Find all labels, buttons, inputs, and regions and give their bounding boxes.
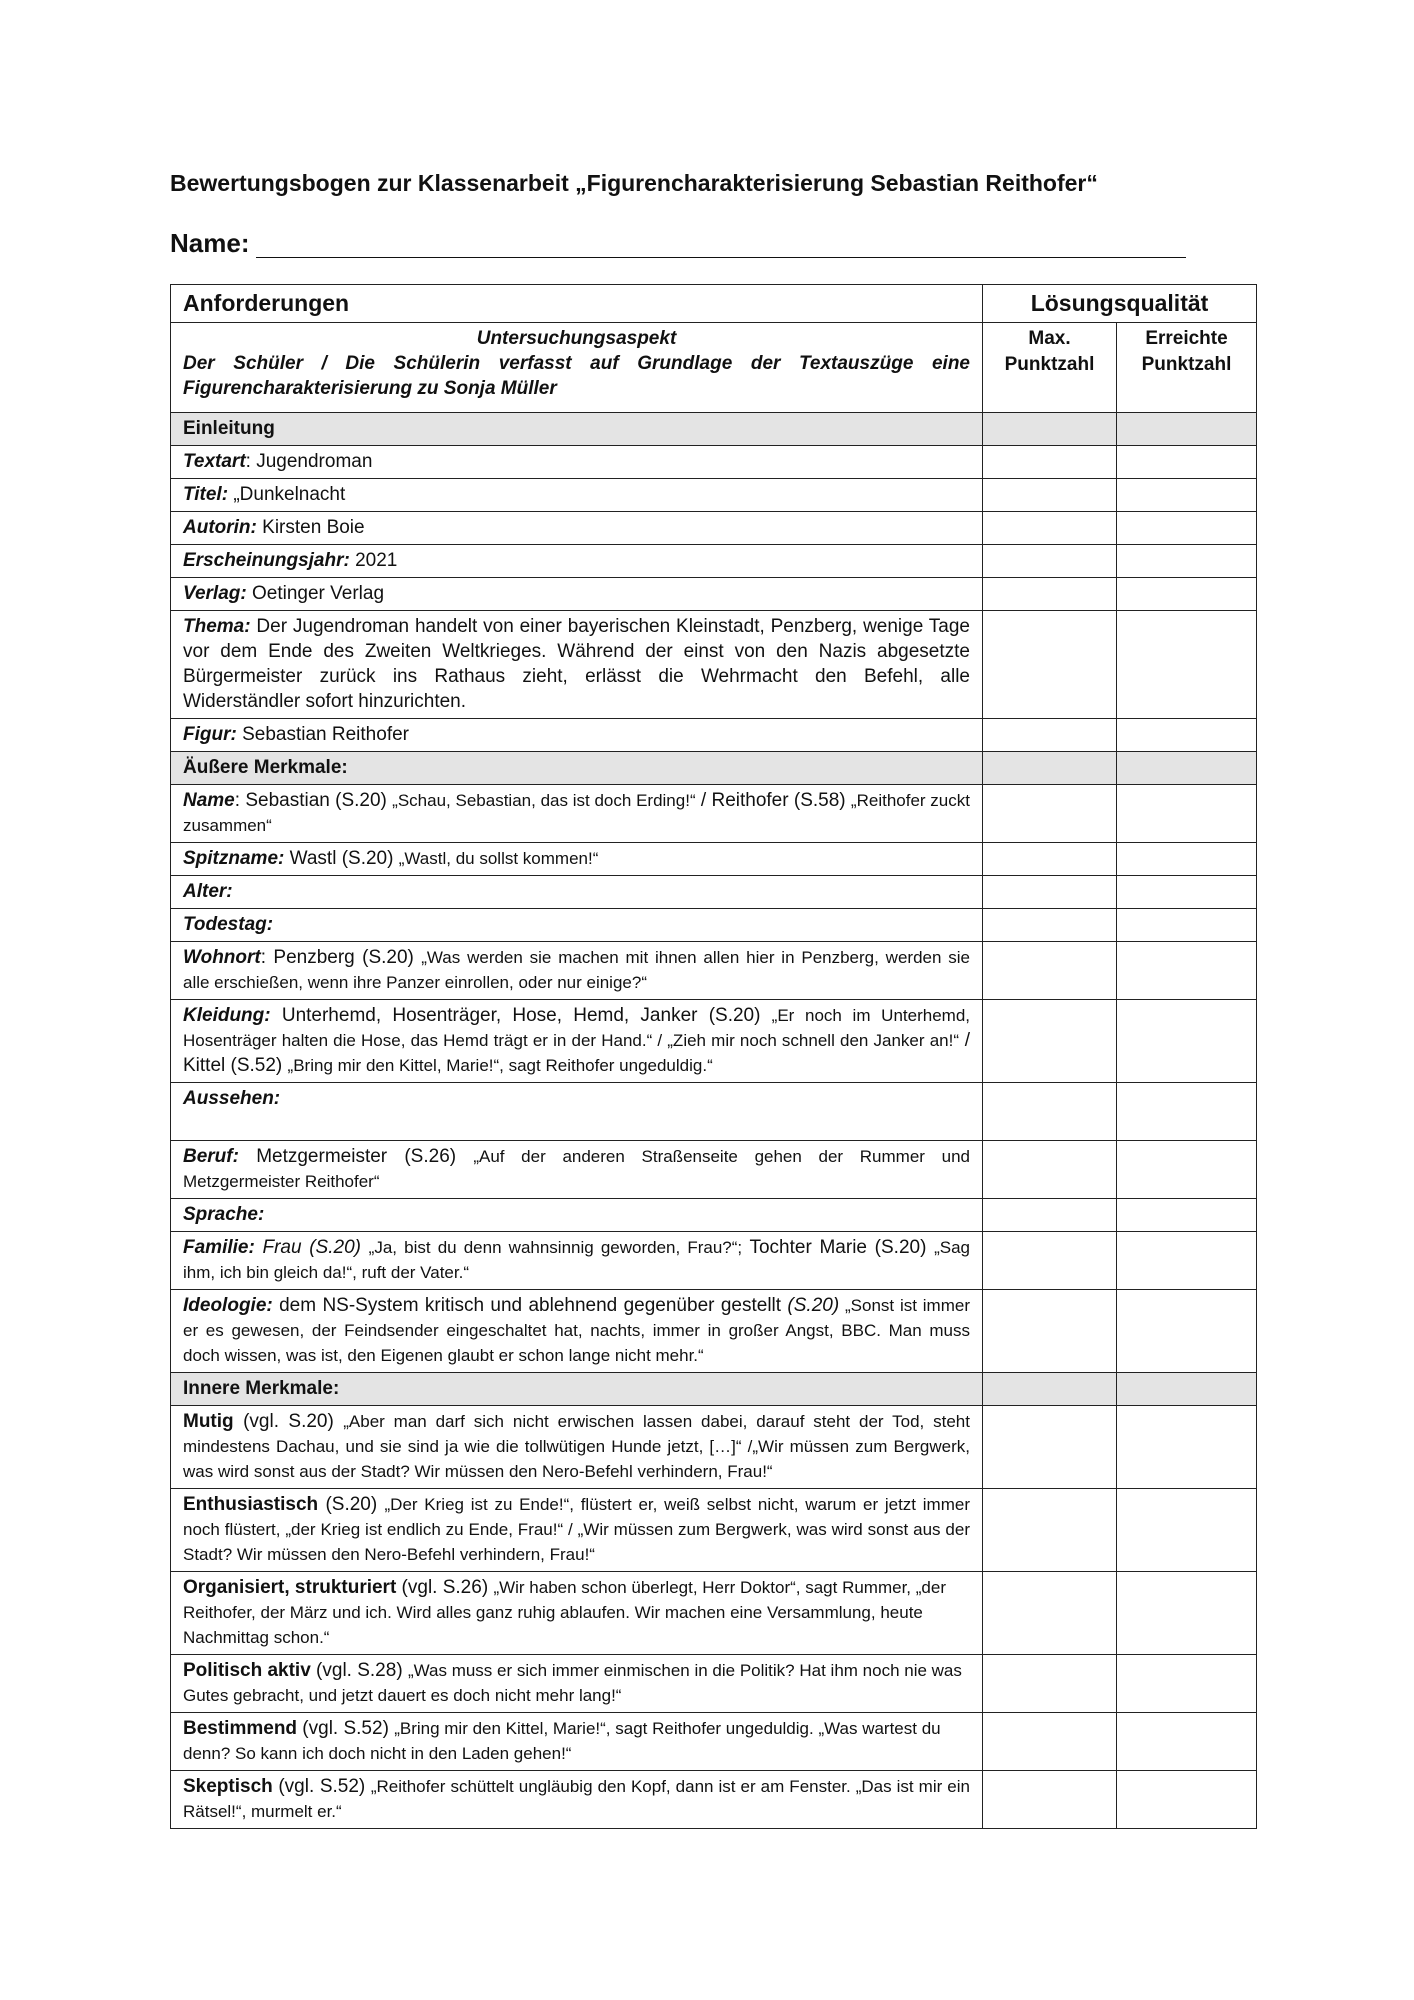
row-text: Oetinger Verlag [246, 583, 385, 604]
achieved-points-cell[interactable] [1117, 1000, 1257, 1083]
achieved-points-cell[interactable] [1117, 1141, 1257, 1199]
table-row [171, 578, 1257, 611]
table-row [171, 1489, 1257, 1572]
max-points-cell [983, 1572, 1117, 1655]
row-quote: „Auf der anderen Straßenseite gehen der Rummer und Metzgermeister Reithofer“ [183, 1147, 970, 1191]
achieved-points-cell[interactable] [1117, 719, 1257, 752]
achieved-points-cell[interactable] [1117, 909, 1257, 942]
row-label: Organisiert, strukturiert [183, 1577, 397, 1598]
table-row [171, 1771, 1257, 1829]
table-row [171, 719, 1257, 752]
row-quote: „Was werden sie machen mit ihnen allen hier in Penzberg, werden sie alle erschießen, wenn ihre Panzer einrollen, oder nur einige?“ [183, 948, 970, 992]
row-wohnort [171, 942, 983, 1000]
table-row [171, 1141, 1257, 1199]
table-row [171, 1572, 1257, 1655]
row-label: Ideologie: [183, 1295, 273, 1316]
max-points-cell [983, 752, 1117, 785]
row-skeptisch [171, 1771, 983, 1829]
aspect-row [171, 323, 1257, 413]
table-row [171, 843, 1257, 876]
achieved-points-cell[interactable] [1117, 1199, 1257, 1232]
row-label: Familie: [183, 1237, 255, 1258]
achieved-points-cell[interactable] [1117, 1771, 1257, 1829]
row-label: Beruf: [183, 1146, 239, 1167]
table-row [171, 446, 1257, 479]
achieved-points-cell[interactable] [1117, 512, 1257, 545]
row-label: Erscheinungsjahr: [183, 550, 350, 571]
page-title: Bewertungsbogen zur Klassenarbeit „Figurencharakterisierung Sebastian Reithofer“ [170, 170, 1098, 196]
row-text: 2021 [349, 550, 398, 571]
row-verlag [171, 578, 983, 611]
max-points-cell [983, 479, 1117, 512]
row-text: dem NS-System kritisch und ablehnend gegenüber gestellt [272, 1295, 788, 1316]
section-row [171, 413, 1257, 446]
row-label: Sprache: [183, 1204, 265, 1225]
row-label: Kleidung: [183, 1005, 271, 1026]
row-textart [171, 446, 983, 479]
aspect-cell [171, 323, 983, 413]
row-quote: „Was muss er sich immer einmischen in die Politik? Hat ihm noch nie was Gutes gebracht, und jetzt dauert es doch nicht mehr lang!“ [183, 1661, 962, 1705]
row-politisch-aktiv [171, 1655, 983, 1713]
row-quote: „Schau, Sebastian, das ist doch Erding!“ [392, 791, 696, 810]
max-points-cell [983, 876, 1117, 909]
max-points-cell [983, 719, 1117, 752]
row-separator: : [245, 451, 251, 472]
row-text: : Penzberg (S.20) [260, 947, 422, 968]
aspect-description: Der Schüler / Die Schülerin verfasst auf Grundlage der Textauszüge eine Figurencharakterisierung zu Sonja Müller [183, 353, 970, 399]
row-text: Tochter Marie (S.20) [742, 1237, 935, 1258]
max-points-cell [983, 909, 1117, 942]
row-text: (vgl. S.52) [272, 1776, 371, 1797]
achieved-points-cell[interactable] [1117, 785, 1257, 843]
row-text: Jugendroman [250, 451, 373, 472]
grading-table [170, 284, 1257, 1829]
achieved-points-cell[interactable] [1117, 1083, 1257, 1141]
row-figur [171, 719, 983, 752]
row-text: / Kittel (S.52) [183, 1030, 970, 1076]
row-label: Aussehen: [183, 1088, 281, 1109]
row-text: „Dunkelnacht [228, 484, 346, 505]
table-row [171, 1232, 1257, 1290]
achieved-points-cell[interactable] [1117, 843, 1257, 876]
achieved-points-cell[interactable] [1117, 752, 1257, 785]
row-label: Mutig [183, 1411, 234, 1432]
table-row [171, 545, 1257, 578]
section-aeussere-merkmale: Äußere Merkmale: [171, 752, 983, 785]
row-enthusiastisch [171, 1489, 983, 1572]
row-text: : Sebastian (S.20) [234, 790, 393, 811]
row-mutig [171, 1406, 983, 1489]
row-text: Frau (S.20) [254, 1237, 369, 1258]
aspect-title: Untersuchungsaspekt [476, 328, 677, 349]
max-points-cell [983, 1406, 1117, 1489]
row-label: Spitzname: [183, 848, 285, 869]
max-points-cell [983, 942, 1117, 1000]
achieved-points-cell[interactable] [1117, 1232, 1257, 1290]
row-text: (vgl. S.20) [233, 1411, 344, 1432]
max-points-cell [983, 1232, 1117, 1290]
row-quote: „Sonst ist immer er es gewesen, der Feindsender eingeschaltet hat, nachts, immer in großer Angst, BBC. Man muss doch wissen, was ist, den Eigenen glaubt er schon lange nicht mehr.“ [183, 1296, 970, 1365]
max-points-cell [983, 1713, 1117, 1771]
table-row [171, 909, 1257, 942]
achieved-points-cell[interactable] [1117, 578, 1257, 611]
row-quote: „Sag ihm, ich bin gleich da!“, ruft der Vater.“ [183, 1238, 970, 1282]
max-points-cell [983, 1489, 1117, 1572]
row-name [171, 785, 983, 843]
row-label: Figur: [183, 724, 237, 745]
row-quote: „Wastl, du sollst kommen!“ [398, 849, 599, 868]
row-erscheinungsjahr [171, 545, 983, 578]
name-line[interactable] [256, 257, 1186, 258]
row-text: Sebastian Reithofer [236, 724, 409, 745]
achieved-points-cell[interactable] [1117, 1655, 1257, 1713]
table-row [171, 1655, 1257, 1713]
row-quote: „Bring mir den Kittel, Marie!“, sagt Reithofer ungeduldig.“ [287, 1056, 713, 1075]
row-quote: „Aber man darf sich nicht erwischen lassen dabei, darauf steht der Tod, steht mindestens Dachau, und sie sind ja wie die tollwütigen Hunde jetzt, […]“ /„Wir müssen zum Bergwerk, was wird sonst aus der Stadt? Wir müssen den Nero-Befehl verhindern, Frau!“ [183, 1412, 970, 1481]
achieved-points-cell[interactable] [1117, 545, 1257, 578]
row-label: Verlag: [183, 583, 247, 604]
row-text: (S.20) [318, 1494, 385, 1515]
row-alter [171, 876, 983, 909]
row-kleidung [171, 1000, 983, 1083]
section-row [171, 752, 1257, 785]
row-label: Textart [183, 451, 246, 472]
section-einleitung: Einleitung [171, 413, 983, 446]
row-ideologie [171, 1290, 983, 1373]
table-row [171, 1000, 1257, 1083]
max-points-cell [983, 446, 1117, 479]
row-text: / Reithofer (S.58) [695, 790, 851, 811]
row-text: (vgl. S.52) [297, 1718, 395, 1739]
achieved-points-header: Erreichte Punktzahl [1117, 323, 1257, 413]
row-label: Politisch aktiv [183, 1660, 311, 1681]
row-text: Kirsten Boie [256, 517, 365, 538]
row-bestimmend [171, 1713, 983, 1771]
row-label: Wohnort [183, 947, 261, 968]
row-aussehen [171, 1083, 983, 1141]
row-spitzname [171, 843, 983, 876]
achieved-points-cell[interactable] [1117, 479, 1257, 512]
table-row [171, 611, 1257, 719]
achieved-points-cell[interactable] [1117, 876, 1257, 909]
name-label: Name: [170, 228, 250, 258]
row-autorin [171, 512, 983, 545]
table-row [171, 1290, 1257, 1373]
table-row [171, 1199, 1257, 1232]
max-points-cell [983, 578, 1117, 611]
table-row [171, 479, 1257, 512]
table-row [171, 1406, 1257, 1489]
row-quote: „Bring mir den Kittel, Marie!“, sagt Reithofer ungeduldig. „Was wartest du denn? So kann ich doch nicht in den Laden gehen!“ [183, 1719, 941, 1763]
achieved-points-cell[interactable] [1117, 1290, 1257, 1373]
achieved-points-cell[interactable] [1117, 446, 1257, 479]
max-points-cell [983, 785, 1117, 843]
max-points-cell [983, 1771, 1117, 1829]
max-points-cell [983, 1290, 1117, 1373]
table-row [171, 1083, 1257, 1141]
row-label: Titel: [183, 484, 229, 505]
max-points-cell [983, 1141, 1117, 1199]
row-label: Skeptisch [183, 1776, 273, 1797]
row-label: Thema: [183, 616, 251, 637]
achieved-points-cell[interactable] [1117, 413, 1257, 446]
row-todestag [171, 909, 983, 942]
row-familie [171, 1232, 983, 1290]
max-points-cell [983, 611, 1117, 719]
max-points-cell [983, 1083, 1117, 1141]
table-row [171, 785, 1257, 843]
row-titel [171, 479, 983, 512]
row-label: Name [183, 790, 235, 811]
row-beruf [171, 1141, 983, 1199]
max-points-cell [983, 1655, 1117, 1713]
achieved-points-cell[interactable] [1117, 942, 1257, 1000]
max-points-cell [983, 843, 1117, 876]
quality-header: Lösungsqualität [983, 285, 1257, 323]
table-row [171, 942, 1257, 1000]
row-quote: „Wir haben schon überlegt, Herr Doktor“, sagt Rummer, „der Reithofer, der März und ich. Wird alles ganz ruhig ablaufen. Wir machen eine Versammlung, heute Nachmittag schon.“ [183, 1578, 946, 1647]
row-label: Todestag: [183, 914, 274, 935]
max-points-cell [983, 1373, 1117, 1406]
row-thema [171, 611, 983, 719]
row-label: Enthusiastisch [183, 1494, 319, 1515]
max-points-cell [983, 1199, 1117, 1232]
achieved-points-cell[interactable] [1117, 1713, 1257, 1771]
requirements-header: Anforderungen [171, 285, 983, 323]
achieved-points-cell[interactable] [1117, 1489, 1257, 1572]
achieved-points-cell[interactable] [1117, 1572, 1257, 1655]
row-quote: „Reithofer zuckt zusammen“ [183, 791, 970, 835]
table-header-row [171, 285, 1257, 323]
achieved-points-cell[interactable] [1117, 611, 1257, 719]
row-text: Metzgermeister (S.26) [238, 1146, 474, 1167]
row-text: Wastl (S.20) [284, 848, 399, 869]
max-points-cell [983, 512, 1117, 545]
row-text: (vgl. S.26) [396, 1577, 494, 1598]
max-points-header: Max. Punktzahl [983, 323, 1117, 413]
row-quote: „Reithofer schüttelt ungläubig den Kopf, dann ist er am Fenster. „Das ist mir ein Rätsel!“, murmelt er.“ [183, 1777, 970, 1821]
section-innere-merkmale: Innere Merkmale: [171, 1373, 983, 1406]
row-organisiert [171, 1572, 983, 1655]
row-quote: „Er noch im Unterhemd, Hosenträger halten die Hose, das Hemd trägt er in der Hand.“ / „Zieh mir noch schnell den Janker an!“ [183, 1006, 970, 1050]
row-label: Bestimmend [183, 1718, 298, 1739]
row-quote: „Ja, bist du denn wahnsinnig geworden, Frau?“; [368, 1238, 743, 1257]
row-text: (vgl. S.28) [310, 1660, 408, 1681]
achieved-points-cell[interactable] [1117, 1373, 1257, 1406]
max-points-cell [983, 545, 1117, 578]
max-points-cell [983, 1000, 1117, 1083]
row-text: Der Jugendroman handelt von einer bayerischen Kleinstadt, Penzberg, wenige Tage vor dem Ende des Zweiten Weltkrieges. Während der einst von den Nazis abgesetzte Bürgermeister zurück ins Rathaus zieht, erlässt die Wehrmacht den Befehl, alle Widerständler sofort hinzurichten. [183, 616, 970, 712]
table-row [171, 876, 1257, 909]
max-points-cell [983, 413, 1117, 446]
row-text: Unterhemd, Hosenträger, Hose, Hemd, Janker (S.20) [270, 1005, 772, 1026]
row-label: Autorin: [183, 517, 257, 538]
table-row [171, 1713, 1257, 1771]
row-quote: „Der Krieg ist zu Ende!“, flüstert er, weiß selbst nicht, warum er jetzt immer noch flüstert, „der Krieg ist endlich zu Ende, Frau!“ / „Wir müssen zum Bergwerk, was wird sonst aus der Stadt? Wir müssen den Nero-Befehl verhindern, Frau!“ [183, 1495, 970, 1564]
table-row [171, 512, 1257, 545]
row-label: Alter: [183, 881, 233, 902]
section-row [171, 1373, 1257, 1406]
row-text: (S.20) [787, 1295, 840, 1316]
achieved-points-cell[interactable] [1117, 1406, 1257, 1489]
row-sprache [171, 1199, 983, 1232]
